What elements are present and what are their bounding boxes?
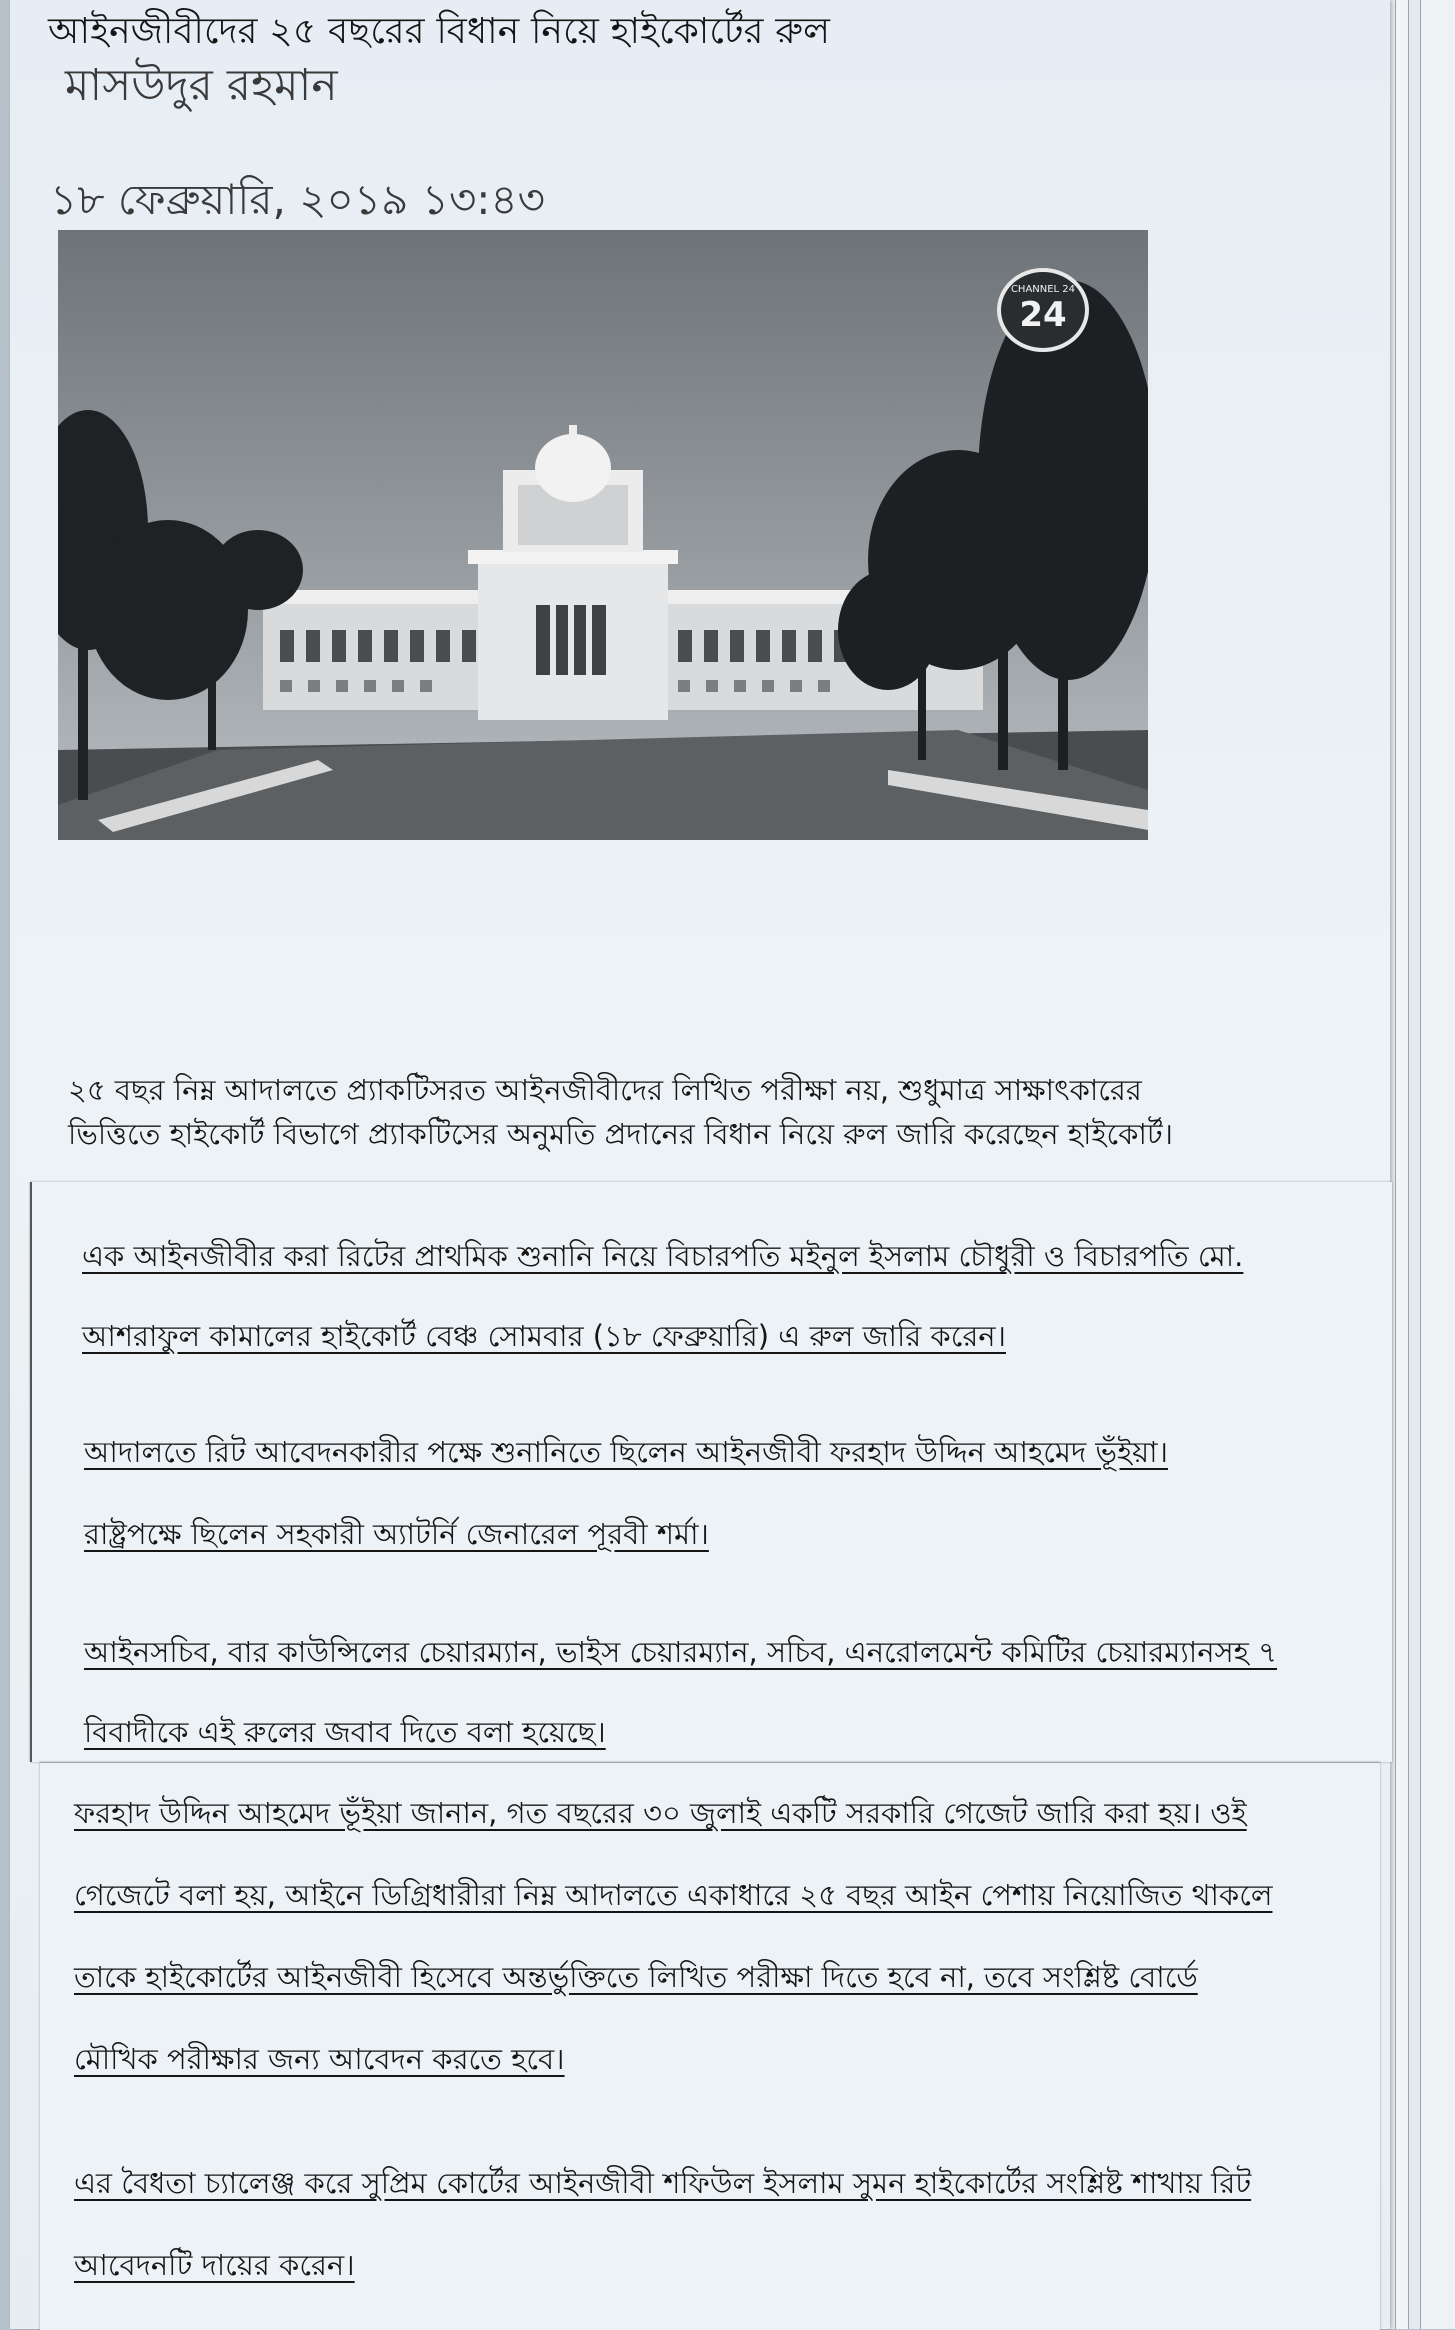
paragraph-line: রাষ্ট্রপক্ষে ছিলেন সহকারী অ্যাটর্নি জেনারেল পূরবী শর্মা।	[84, 1517, 709, 1551]
printed-page	[10, 0, 1390, 2329]
intro-line: ভিত্তিতে হাইকোর্ট বিভাগে প্র্যাকটিসের অনুমতি প্রদানের বিধান নিয়ে রুল জারি করেছেন হাইকোর্ট।	[68, 1117, 1174, 1151]
svg-text:CHANNEL 24: CHANNEL 24	[1010, 284, 1076, 295]
paragraph-line: আবেদনটি দায়ের করেন।	[74, 2248, 355, 2282]
paragraph-line: আদালতে রিট আবেদনকারীর পক্ষে শুনানিতে ছিলেন আইনজীবী ফরহাদ উদ্দিন আহমেদ ভূঁইয়া।	[84, 1435, 1168, 1469]
paragraph-line: এক আইনজীবীর করা রিটের প্রাথমিক শুনানি নিয়ে বিচারপতি মইনুল ইসলাম চৌধুরী ও বিচারপতি মো.	[82, 1239, 1244, 1273]
svg-text:24: 24	[1019, 295, 1067, 335]
channel-logo	[999, 270, 1087, 350]
paragraph-line: তাকে হাইকোর্টের আইনজীবী হিসেবে অন্তর্ভুক্তিতে লিখিত পরীক্ষা দিতে হবে না, তবে সংশ্লিষ্ট বোর্ডে	[74, 1960, 1198, 1994]
paragraph-line: আইনসচিব, বার কাউন্সিলের চেয়ারম্যান, ভাইস চেয়ারম্যান, সচিব, এনরোলমেন্ট কমিটির চেয়ারম্যানসহ ৭	[84, 1635, 1277, 1669]
intro-line: ২৫ বছর নিম্ন আদালতে প্র্যাকটিসরত আইনজীবীদের লিখিত পরীক্ষা নয়, শুধুমাত্র সাক্ষাৎকারের	[68, 1073, 1142, 1107]
paragraph-line: ফরহাদ উদ্দিন আহমেদ ভূঁইয়া জানান, গত বছরের ৩০ জুলাই একটি সরকারি গেজেট জারি করা হয়। ওই	[74, 1796, 1247, 1830]
paragraph-line: এর বৈধতা চ্যালেঞ্জ করে সুপ্রিম কোর্টের আইনজীবী শফিউল ইসলাম সুমন হাইকোর্টের সংশ্লিষ্ট শাখায় রিট	[74, 2166, 1252, 2200]
high-court-photo	[58, 230, 1148, 840]
pasted-clipping-2	[40, 1762, 1380, 2330]
article-headline: আইনজীবীদের ২৫ বছরের বিধান নিয়ে হাইকোর্টের রুল	[48, 11, 831, 52]
paper-stack-edge	[1420, 0, 1455, 2329]
paragraph-line: আশরাফুল কামালের হাইকোর্ট বেঞ্চ সোমবার (১৮ ফেব্রুয়ারি) এ রুল জারি করেন।	[82, 1319, 1006, 1353]
article-date: ১৮ ফেব্রুয়ারি, ২০১৯ ১৩:৪৩	[50, 175, 545, 224]
paragraph-line: বিবাদীকে এই রুলের জবাব দিতে বলা হয়েছে।	[84, 1715, 606, 1749]
article-author: মাসউদুর রহমান	[65, 60, 338, 111]
intro-paragraph	[68, 1068, 1368, 1156]
paragraph-line: মৌখিক পরীক্ষার জন্য আবেদন করতে হবে।	[74, 2042, 565, 2076]
pasted-clipping-1	[30, 1182, 1392, 1762]
paragraph-line: গেজেটে বলা হয়, আইনে ডিগ্রিধারীরা নিম্ন আদালতে একাধারে ২৫ বছর আইন পেশায় নিয়োজিত থাকলে	[74, 1878, 1273, 1912]
